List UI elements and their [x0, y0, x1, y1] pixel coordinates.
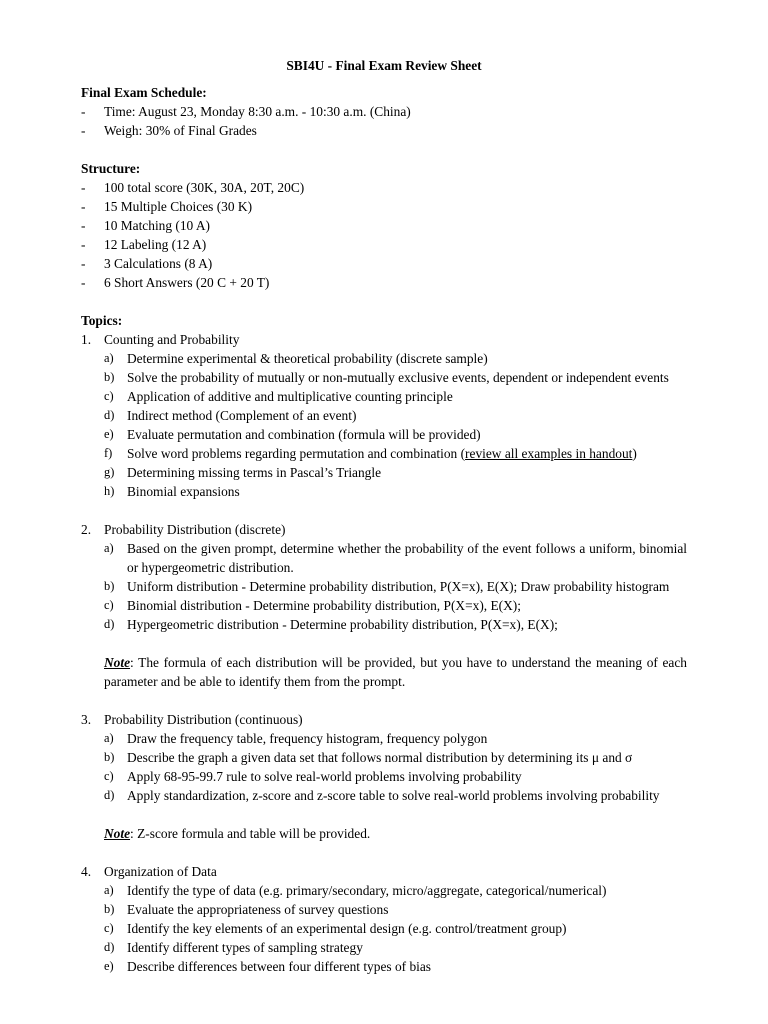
structure-item [81, 178, 687, 197]
section-title: Probability Distribution (discrete) [104, 522, 286, 537]
topic-item [81, 368, 687, 387]
topic-item [81, 786, 687, 805]
topic-section-header [81, 710, 687, 729]
note-text: : The formula of each distribution will be provided, but you have to understand the meaning of each [130, 655, 687, 670]
topic-section-header [81, 330, 687, 349]
item-letter: a) [104, 883, 114, 897]
blank-line [81, 501, 687, 520]
topic-item [81, 444, 687, 463]
section-title: Organization of Data [104, 864, 217, 879]
item-letter: c) [104, 921, 114, 935]
note-label: Note [104, 826, 131, 841]
topics-heading: Topics: [81, 313, 123, 328]
topic-item-text: Application of additive and multiplicative counting principle [127, 389, 453, 404]
blank-line [81, 292, 687, 311]
item-letter: a) [104, 541, 114, 555]
structure-item-text: 6 Short Answers (20 C + 20 T) [104, 275, 270, 290]
section-number: 2. [81, 522, 92, 537]
schedule-item [81, 102, 687, 121]
item-letter: b) [104, 370, 115, 384]
topic-item [81, 425, 687, 444]
structure-item [81, 273, 687, 292]
list-marker: - [81, 123, 86, 138]
topic-item [81, 919, 687, 938]
topic-section-header [81, 520, 687, 539]
item-letter: d) [104, 788, 115, 802]
section-title: Counting and Probability [104, 332, 240, 347]
topic-section-header [81, 862, 687, 881]
section-title: Probability Distribution (continuous) [104, 712, 303, 727]
list-marker: - [81, 256, 86, 271]
schedule-item-text: Weigh: 30% of Final Grades [104, 123, 257, 138]
topics-section [81, 311, 687, 976]
topic-item-text: Describe differences between four different types of bias [127, 959, 432, 974]
item-letter: a) [104, 351, 114, 365]
topic-item-text: Binomial distribution - Determine probability distribution, P(X=x), E(X); [127, 598, 521, 613]
topic-item-text: Solve the probability of mutually or non-mutually exclusive events, dependent or independent events [127, 370, 669, 385]
topic-item [81, 767, 687, 786]
topic-item-continuation [81, 558, 687, 577]
topic-item [81, 881, 687, 900]
schedule-item-text: Time: August 23, Monday 8:30 a.m. - 10:30 a.m. (China) [104, 104, 411, 119]
topic-item [81, 349, 687, 368]
item-letter: e) [104, 959, 114, 973]
topic-item-text: Based on the given prompt, determine whether the probability of the event follows a uniform, binomial [127, 541, 687, 556]
topic-item [81, 615, 687, 634]
blank-line [81, 634, 687, 653]
item-letter: h) [104, 484, 115, 498]
structure-item-text: 12 Labeling (12 A) [104, 237, 207, 252]
schedule-item [81, 121, 687, 140]
topic-item-text: Binomial expansions [127, 484, 240, 499]
item-letter: c) [104, 769, 114, 783]
blank-line [81, 691, 687, 710]
topic-item-text: Evaluate permutation and combination (formula will be provided) [127, 427, 481, 442]
topic-item-text: Evaluate the appropriateness of survey questions [127, 902, 389, 917]
blank-line [81, 805, 687, 824]
note-paragraph [81, 824, 687, 843]
topic-item-text: Identify the key elements of an experimental design (e.g. control/treatment group) [127, 921, 567, 936]
item-letter: b) [104, 750, 115, 764]
structure-heading: Structure: [81, 161, 141, 176]
item-letter: c) [104, 389, 114, 403]
topic-item-text: Describe the graph a given data set that follows normal distribution by determining its μ and σ [127, 750, 633, 765]
schedule-section [81, 83, 687, 140]
item-letter: d) [104, 940, 115, 954]
topic-item [81, 596, 687, 615]
item-letter: a) [104, 731, 114, 745]
topic-item [81, 539, 687, 558]
topic-item-text: Uniform distribution - Determine probability distribution, P(X=x), E(X); Draw probability histogram [127, 579, 670, 594]
topic-item [81, 900, 687, 919]
note-paragraph [81, 653, 687, 691]
structure-section [81, 159, 687, 292]
topic-item [81, 406, 687, 425]
topic-item-text: Determining missing terms in Pascal’s Triangle [127, 465, 382, 480]
schedule-heading: Final Exam Schedule: [81, 85, 207, 100]
structure-item [81, 235, 687, 254]
topic-item-text: Indirect method (Complement of an event) [127, 408, 357, 423]
section-number: 1. [81, 332, 92, 347]
note-line [81, 653, 687, 672]
topic-item [81, 482, 687, 501]
list-marker: - [81, 218, 86, 233]
list-marker: - [81, 275, 86, 290]
topic-item [81, 387, 687, 406]
item-letter: d) [104, 408, 115, 422]
structure-item-text: 100 total score (30K, 30A, 20T, 20C) [104, 180, 305, 195]
item-letter: d) [104, 617, 115, 631]
item-letter: e) [104, 427, 114, 441]
topic-item-text: Determine experimental & theoretical probability (discrete sample) [127, 351, 488, 366]
note-line [81, 672, 687, 691]
section-number: 3. [81, 712, 92, 727]
note-line [81, 824, 687, 843]
topic-item-text: Draw the frequency table, frequency histogram, frequency polygon [127, 731, 488, 746]
topic-item-text: Apply 68-95-99.7 rule to solve real-world problems involving probability [127, 769, 522, 784]
item-letter: b) [104, 902, 115, 916]
topic-item-text: Identify different types of sampling strategy [127, 940, 363, 955]
item-letter: f) [104, 446, 113, 460]
topic-item-text: Apply standardization, z-score and z-score table to solve real-world problems involving probability [127, 788, 660, 803]
topic-item [81, 938, 687, 957]
topic-item [81, 463, 687, 482]
note-text: : Z-score formula and table will be provided. [130, 826, 371, 841]
topic-item [81, 577, 687, 596]
topic-item-text-after: ) [632, 446, 637, 461]
item-letter: b) [104, 579, 115, 593]
topic-section [81, 330, 687, 501]
item-letter: c) [104, 598, 114, 612]
section-number: 4. [81, 864, 92, 879]
topic-item-text: Hypergeometric distribution - Determine probability distribution, P(X=x), E(X); [127, 617, 558, 632]
list-marker: - [81, 237, 86, 252]
page-title: SBI4U - Final Exam Review Sheet [286, 58, 482, 73]
topic-section [81, 710, 687, 843]
item-letter: g) [104, 465, 115, 479]
structure-item-text: 10 Matching (10 A) [104, 218, 210, 233]
structure-item [81, 254, 687, 273]
topic-item-text: Solve word problems regarding permutation and combination ( [127, 446, 466, 461]
topic-item-text: or hypergeometric distribution. [127, 560, 294, 575]
underlined-text: review all examples in handout [465, 446, 633, 461]
structure-item [81, 216, 687, 235]
structure-item-text: 3 Calculations (8 A) [104, 256, 213, 271]
topic-section [81, 862, 687, 976]
topic-item [81, 729, 687, 748]
topic-section [81, 520, 687, 691]
document-page [81, 56, 687, 976]
topic-item [81, 957, 687, 976]
list-marker: - [81, 199, 86, 214]
blank-line [81, 140, 687, 159]
note-text: parameter and be able to identify them from the prompt. [104, 674, 406, 689]
topic-item-text: Identify the type of data (e.g. primary/secondary, micro/aggregate, categorical/numerical) [127, 883, 607, 898]
topic-item [81, 748, 687, 767]
structure-item [81, 197, 687, 216]
list-marker: - [81, 104, 86, 119]
structure-item-text: 15 Multiple Choices (30 K) [104, 199, 253, 214]
note-label: Note [104, 655, 131, 670]
list-marker: - [81, 180, 86, 195]
blank-line [81, 843, 687, 862]
